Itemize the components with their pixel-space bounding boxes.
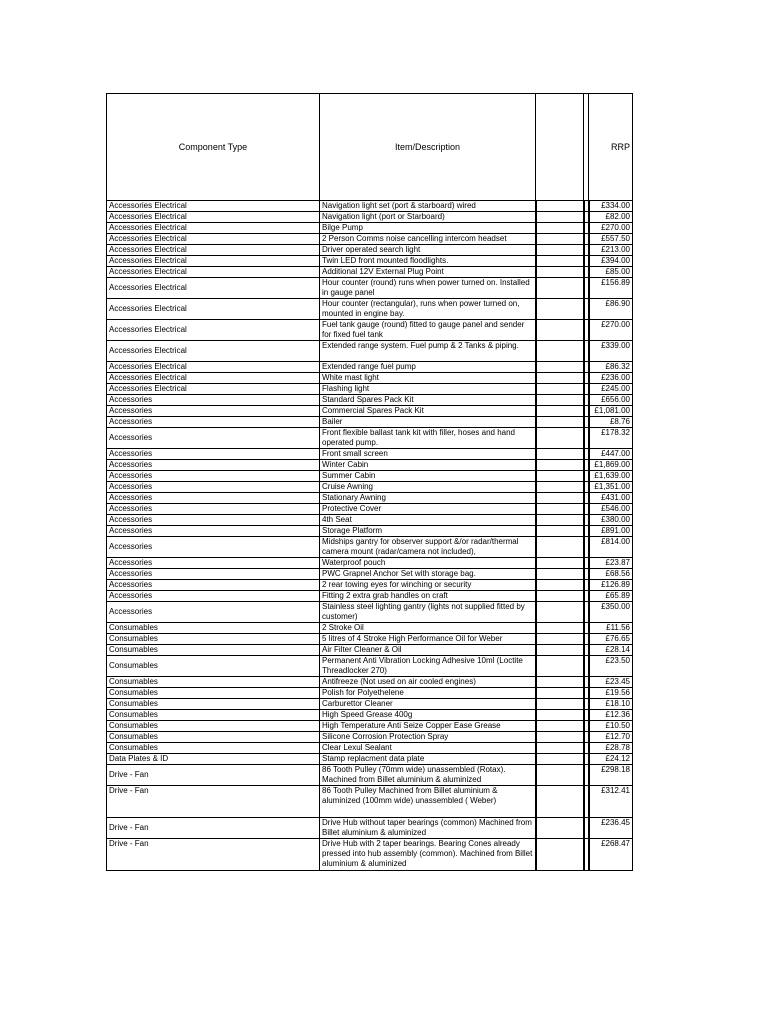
rrp-cell: £312.41 xyxy=(589,786,633,818)
table-row xyxy=(107,493,633,504)
rrp-cell: £12.70 xyxy=(589,732,633,743)
component-type-cell: Drive - Fan xyxy=(107,786,320,818)
blank-cell xyxy=(536,515,584,526)
column-header-blank-1 xyxy=(536,94,584,201)
item-description-cell: High Temperature Anti Seize Copper Ease Grease xyxy=(320,721,536,732)
blank-cell xyxy=(536,732,584,743)
item-description-cell: Winter Cabin xyxy=(320,460,536,471)
table-row xyxy=(107,234,633,245)
blank-cell xyxy=(536,558,584,569)
blank-cell xyxy=(536,212,584,223)
table-row xyxy=(107,373,633,384)
rrp-cell: £245.00 xyxy=(589,384,633,395)
table-row xyxy=(107,710,633,721)
component-type-cell: Drive - Fan xyxy=(107,818,320,839)
header-row xyxy=(107,94,633,201)
table-row xyxy=(107,656,633,677)
item-description-cell: High Speed Grease 400g xyxy=(320,710,536,721)
component-type-cell: Accessories xyxy=(107,526,320,537)
item-description-cell: 5 litres of 4 Stroke High Performance Oil for Weber xyxy=(320,634,536,645)
column-header-rrp: RRP xyxy=(589,94,633,201)
table-row xyxy=(107,677,633,688)
item-description-cell: Cruise Awning xyxy=(320,482,536,493)
item-description-cell: Waterproof pouch xyxy=(320,558,536,569)
blank-cell xyxy=(536,765,584,786)
blank-cell xyxy=(536,645,584,656)
blank-cell xyxy=(536,373,584,384)
blank-cell xyxy=(536,602,584,623)
rrp-cell: £86.32 xyxy=(589,362,633,373)
item-description-cell: 2 Stroke Oil xyxy=(320,623,536,634)
rrp-cell: £18.10 xyxy=(589,699,633,710)
rrp-cell: £65.89 xyxy=(589,591,633,602)
component-type-cell: Consumables xyxy=(107,688,320,699)
table-row xyxy=(107,278,633,299)
item-description-cell: Commercial Spares Pack Kit xyxy=(320,406,536,417)
blank-cell xyxy=(536,754,584,765)
item-description-cell: Summer Cabin xyxy=(320,471,536,482)
item-description-cell: Hour counter (round) runs when power turned on. Installed in gauge panel xyxy=(320,278,536,299)
table-row xyxy=(107,786,633,818)
table-row xyxy=(107,245,633,256)
blank-cell xyxy=(536,699,584,710)
component-type-cell: Accessories Electrical xyxy=(107,299,320,320)
item-description-cell: Navigation light (port or Starboard) xyxy=(320,212,536,223)
component-type-cell: Accessories Electrical xyxy=(107,320,320,341)
table-row xyxy=(107,482,633,493)
blank-cell xyxy=(536,493,584,504)
table-row xyxy=(107,504,633,515)
blank-cell xyxy=(536,623,584,634)
rrp-cell: £236.45 xyxy=(589,818,633,839)
item-description-cell: Front flexible ballast tank kit with filler, hoses and hand operated pump. xyxy=(320,428,536,449)
item-description-cell: Additional 12V External Plug Point xyxy=(320,267,536,278)
item-description-cell: Clear Lexul Sealant xyxy=(320,743,536,754)
rrp-cell: £23.50 xyxy=(589,656,633,677)
rrp-cell: £656.00 xyxy=(589,395,633,406)
rrp-cell: £447.00 xyxy=(589,449,633,460)
blank-cell xyxy=(536,786,584,818)
rrp-cell: £156.89 xyxy=(589,278,633,299)
blank-cell xyxy=(536,482,584,493)
rrp-cell: £12.36 xyxy=(589,710,633,721)
component-type-cell: Accessories xyxy=(107,417,320,428)
component-type-cell: Accessories xyxy=(107,482,320,493)
rrp-cell: £24.12 xyxy=(589,754,633,765)
rrp-cell: £28.78 xyxy=(589,743,633,754)
rrp-cell: £339.00 xyxy=(589,341,633,362)
item-description-cell: Flashing light xyxy=(320,384,536,395)
item-description-cell: Antifreeze (Not used on air cooled engines) xyxy=(320,677,536,688)
component-type-cell: Consumables xyxy=(107,623,320,634)
item-description-cell: Stamp replacment data plate xyxy=(320,754,536,765)
component-type-cell: Drive - Fan xyxy=(107,839,320,871)
blank-cell xyxy=(536,201,584,212)
rrp-cell: £178.32 xyxy=(589,428,633,449)
blank-cell xyxy=(536,839,584,871)
component-type-cell: Accessories xyxy=(107,537,320,558)
component-type-cell: Accessories xyxy=(107,580,320,591)
table-row xyxy=(107,460,633,471)
table-row xyxy=(107,537,633,558)
component-type-cell: Accessories Electrical xyxy=(107,278,320,299)
blank-cell xyxy=(536,504,584,515)
item-description-cell: Drive Hub without taper bearings (common) Machined from Billet aluminium & aluminized xyxy=(320,818,536,839)
item-description-cell: Carburettor Cleaner xyxy=(320,699,536,710)
blank-cell xyxy=(536,278,584,299)
blank-cell xyxy=(536,362,584,373)
rrp-cell: £270.00 xyxy=(589,223,633,234)
table-row xyxy=(107,754,633,765)
table-row xyxy=(107,267,633,278)
rrp-cell: £394.00 xyxy=(589,256,633,267)
component-type-cell: Accessories xyxy=(107,449,320,460)
item-description-cell: Twin LED front mounted floodlights. xyxy=(320,256,536,267)
item-description-cell: Polish for Polyethelene xyxy=(320,688,536,699)
component-type-cell: Accessories xyxy=(107,493,320,504)
item-description-cell: Extended range system. Fuel pump & 2 Tanks & piping. xyxy=(320,341,536,362)
rrp-cell: £814.00 xyxy=(589,537,633,558)
blank-cell xyxy=(536,256,584,267)
component-type-cell: Accessories xyxy=(107,602,320,623)
table-row xyxy=(107,299,633,320)
blank-cell xyxy=(536,471,584,482)
rrp-cell: £85.00 xyxy=(589,267,633,278)
table-row xyxy=(107,591,633,602)
blank-cell xyxy=(536,688,584,699)
item-description-cell: Air Filter Cleaner & Oil xyxy=(320,645,536,656)
table-row xyxy=(107,428,633,449)
blank-cell xyxy=(536,428,584,449)
item-description-cell: Permanent Anti Vibration Locking Adhesive 10ml (Loctite Threadlocker 270) xyxy=(320,656,536,677)
rrp-cell: £380.00 xyxy=(589,515,633,526)
component-type-cell: Accessories xyxy=(107,428,320,449)
blank-cell xyxy=(536,677,584,688)
table-row xyxy=(107,449,633,460)
item-description-cell: Hour counter (rectangular), runs when power turned on, mounted in engine bay. xyxy=(320,299,536,320)
rrp-cell: £1,869.00 xyxy=(589,460,633,471)
blank-cell xyxy=(536,569,584,580)
item-description-cell: 86 Tooth Pulley Machined from Billet aluminium & aluminized (100mm wide) unassembled ( Weber) xyxy=(320,786,536,818)
column-header-component-type: Component Type xyxy=(107,94,320,201)
item-description-cell: 4th Seat xyxy=(320,515,536,526)
table-row xyxy=(107,384,633,395)
item-description-cell: 2 rear towing eyes for winching or security xyxy=(320,580,536,591)
rrp-cell: £86.90 xyxy=(589,299,633,320)
rrp-cell: £298.18 xyxy=(589,765,633,786)
rrp-cell: £76.65 xyxy=(589,634,633,645)
table-row xyxy=(107,645,633,656)
blank-cell xyxy=(536,417,584,428)
blank-cell xyxy=(536,384,584,395)
component-type-cell: Consumables xyxy=(107,645,320,656)
rrp-cell: £8.76 xyxy=(589,417,633,428)
blank-cell xyxy=(536,267,584,278)
rrp-cell: £1,639.00 xyxy=(589,471,633,482)
table-row xyxy=(107,818,633,839)
component-type-cell: Accessories xyxy=(107,558,320,569)
blank-cell xyxy=(536,537,584,558)
blank-cell xyxy=(536,460,584,471)
table-row xyxy=(107,256,633,267)
component-type-cell: Accessories Electrical xyxy=(107,267,320,278)
component-type-cell: Accessories Electrical xyxy=(107,245,320,256)
rrp-cell: £68.56 xyxy=(589,569,633,580)
blank-cell xyxy=(536,449,584,460)
blank-cell xyxy=(536,743,584,754)
component-type-cell: Consumables xyxy=(107,710,320,721)
component-type-cell: Data Plates & ID xyxy=(107,754,320,765)
component-type-cell: Accessories Electrical xyxy=(107,341,320,362)
rrp-cell: £28.14 xyxy=(589,645,633,656)
blank-cell xyxy=(536,580,584,591)
blank-cell xyxy=(536,299,584,320)
column-header-item-description: Item/Description xyxy=(320,94,536,201)
rrp-cell: £10.50 xyxy=(589,721,633,732)
table-row xyxy=(107,623,633,634)
item-description-cell: Navigation light set (port & starboard) wired xyxy=(320,201,536,212)
component-type-cell: Consumables xyxy=(107,743,320,754)
blank-cell xyxy=(536,395,584,406)
item-description-cell: Storage Platform xyxy=(320,526,536,537)
table-row xyxy=(107,515,633,526)
component-type-cell: Accessories xyxy=(107,406,320,417)
component-type-cell: Consumables xyxy=(107,677,320,688)
component-type-cell: Consumables xyxy=(107,699,320,710)
item-description-cell: Front small screen xyxy=(320,449,536,460)
table-row xyxy=(107,839,633,871)
table-row xyxy=(107,526,633,537)
table-row xyxy=(107,569,633,580)
rrp-cell: £126.89 xyxy=(589,580,633,591)
table-row xyxy=(107,471,633,482)
item-description-cell: Standard Spares Pack Kit xyxy=(320,395,536,406)
table-header xyxy=(107,94,633,201)
item-description-cell: Midships gantry for observer support &/or radar/thermal camera mount (radar/camera not included), xyxy=(320,537,536,558)
item-description-cell: Bilge Pump xyxy=(320,223,536,234)
blank-cell xyxy=(536,223,584,234)
item-description-cell: Silicone Corrosion Protection Spray xyxy=(320,732,536,743)
blank-cell xyxy=(536,634,584,645)
blank-cell xyxy=(536,406,584,417)
rrp-cell: £557.50 xyxy=(589,234,633,245)
item-description-cell: Bailer xyxy=(320,417,536,428)
rrp-cell: £891.00 xyxy=(589,526,633,537)
rrp-cell: £1,351.00 xyxy=(589,482,633,493)
item-description-cell: Fuel tank gauge (round) fitted to gauge panel and sender for fixed fuel tank xyxy=(320,320,536,341)
component-type-cell: Accessories Electrical xyxy=(107,234,320,245)
table-row xyxy=(107,721,633,732)
component-type-cell: Consumables xyxy=(107,656,320,677)
blank-cell xyxy=(536,591,584,602)
blank-cell xyxy=(536,341,584,362)
table-row xyxy=(107,417,633,428)
table-row xyxy=(107,732,633,743)
item-description-cell: 86 Tooth Pulley (70mm wide) unassembled (Rotax). Machined from Billet aluminium & aluminized xyxy=(320,765,536,786)
table-row xyxy=(107,602,633,623)
rrp-cell: £23.87 xyxy=(589,558,633,569)
item-description-cell: Extended range fuel pump xyxy=(320,362,536,373)
component-type-cell: Accessories xyxy=(107,504,320,515)
item-description-cell: 2 Person Comms noise cancelling intercom headset xyxy=(320,234,536,245)
rrp-cell: £431.00 xyxy=(589,493,633,504)
table-row xyxy=(107,201,633,212)
item-description-cell: Protective Cover xyxy=(320,504,536,515)
component-type-cell: Accessories xyxy=(107,591,320,602)
component-type-cell: Consumables xyxy=(107,634,320,645)
table-row xyxy=(107,765,633,786)
rrp-cell: £11.56 xyxy=(589,623,633,634)
component-type-cell: Accessories xyxy=(107,471,320,482)
item-description-cell: Driver operated search light xyxy=(320,245,536,256)
rrp-cell: £19.56 xyxy=(589,688,633,699)
rrp-cell: £213.00 xyxy=(589,245,633,256)
item-description-cell: Drive Hub with 2 taper bearings. Bearing Cones already pressed into hub assembly (common). Machined from Billet aluminium & aluminized xyxy=(320,839,536,871)
rrp-cell: £82.00 xyxy=(589,212,633,223)
table-row xyxy=(107,395,633,406)
component-type-cell: Accessories Electrical xyxy=(107,384,320,395)
table-row xyxy=(107,341,633,362)
rrp-cell: £546.00 xyxy=(589,504,633,515)
blank-cell xyxy=(536,234,584,245)
table-row xyxy=(107,580,633,591)
component-type-cell: Accessories Electrical xyxy=(107,373,320,384)
blank-cell xyxy=(536,818,584,839)
rrp-cell: £23.45 xyxy=(589,677,633,688)
blank-cell xyxy=(536,710,584,721)
component-type-cell: Accessories Electrical xyxy=(107,201,320,212)
table-row xyxy=(107,699,633,710)
blank-cell xyxy=(536,721,584,732)
component-type-cell: Drive - Fan xyxy=(107,765,320,786)
component-type-cell: Accessories xyxy=(107,515,320,526)
component-type-cell: Accessories Electrical xyxy=(107,256,320,267)
table-row xyxy=(107,634,633,645)
table-row xyxy=(107,320,633,341)
table-row xyxy=(107,223,633,234)
table-row xyxy=(107,406,633,417)
blank-cell xyxy=(536,656,584,677)
component-type-cell: Accessories Electrical xyxy=(107,212,320,223)
rrp-cell: £270.00 xyxy=(589,320,633,341)
table-row xyxy=(107,558,633,569)
item-description-cell: PWC Grapnel Anchor Set with storage bag. xyxy=(320,569,536,580)
table-row xyxy=(107,362,633,373)
rrp-cell: £236.00 xyxy=(589,373,633,384)
blank-cell xyxy=(536,526,584,537)
component-type-cell: Consumables xyxy=(107,732,320,743)
rrp-cell: £350.00 xyxy=(589,602,633,623)
item-description-cell: Stainless steel lighting gantry (lights not supplied fitted by customer) xyxy=(320,602,536,623)
blank-cell xyxy=(536,245,584,256)
table-body xyxy=(107,201,633,871)
blank-cell xyxy=(536,320,584,341)
table-row xyxy=(107,743,633,754)
component-type-cell: Accessories xyxy=(107,395,320,406)
item-description-cell: Stationary Awning xyxy=(320,493,536,504)
rrp-cell: £334.00 xyxy=(589,201,633,212)
component-type-cell: Accessories Electrical xyxy=(107,223,320,234)
table-row xyxy=(107,212,633,223)
rrp-cell: £1,081.00 xyxy=(589,406,633,417)
item-description-cell: Fitting 2 extra grab handles on craft xyxy=(320,591,536,602)
component-type-cell: Accessories xyxy=(107,569,320,580)
component-type-cell: Consumables xyxy=(107,721,320,732)
component-type-cell: Accessories Electrical xyxy=(107,362,320,373)
rrp-cell: £268.47 xyxy=(589,839,633,871)
table-row xyxy=(107,688,633,699)
price-list-table xyxy=(106,93,633,871)
item-description-cell: White mast light xyxy=(320,373,536,384)
component-type-cell: Accessories xyxy=(107,460,320,471)
